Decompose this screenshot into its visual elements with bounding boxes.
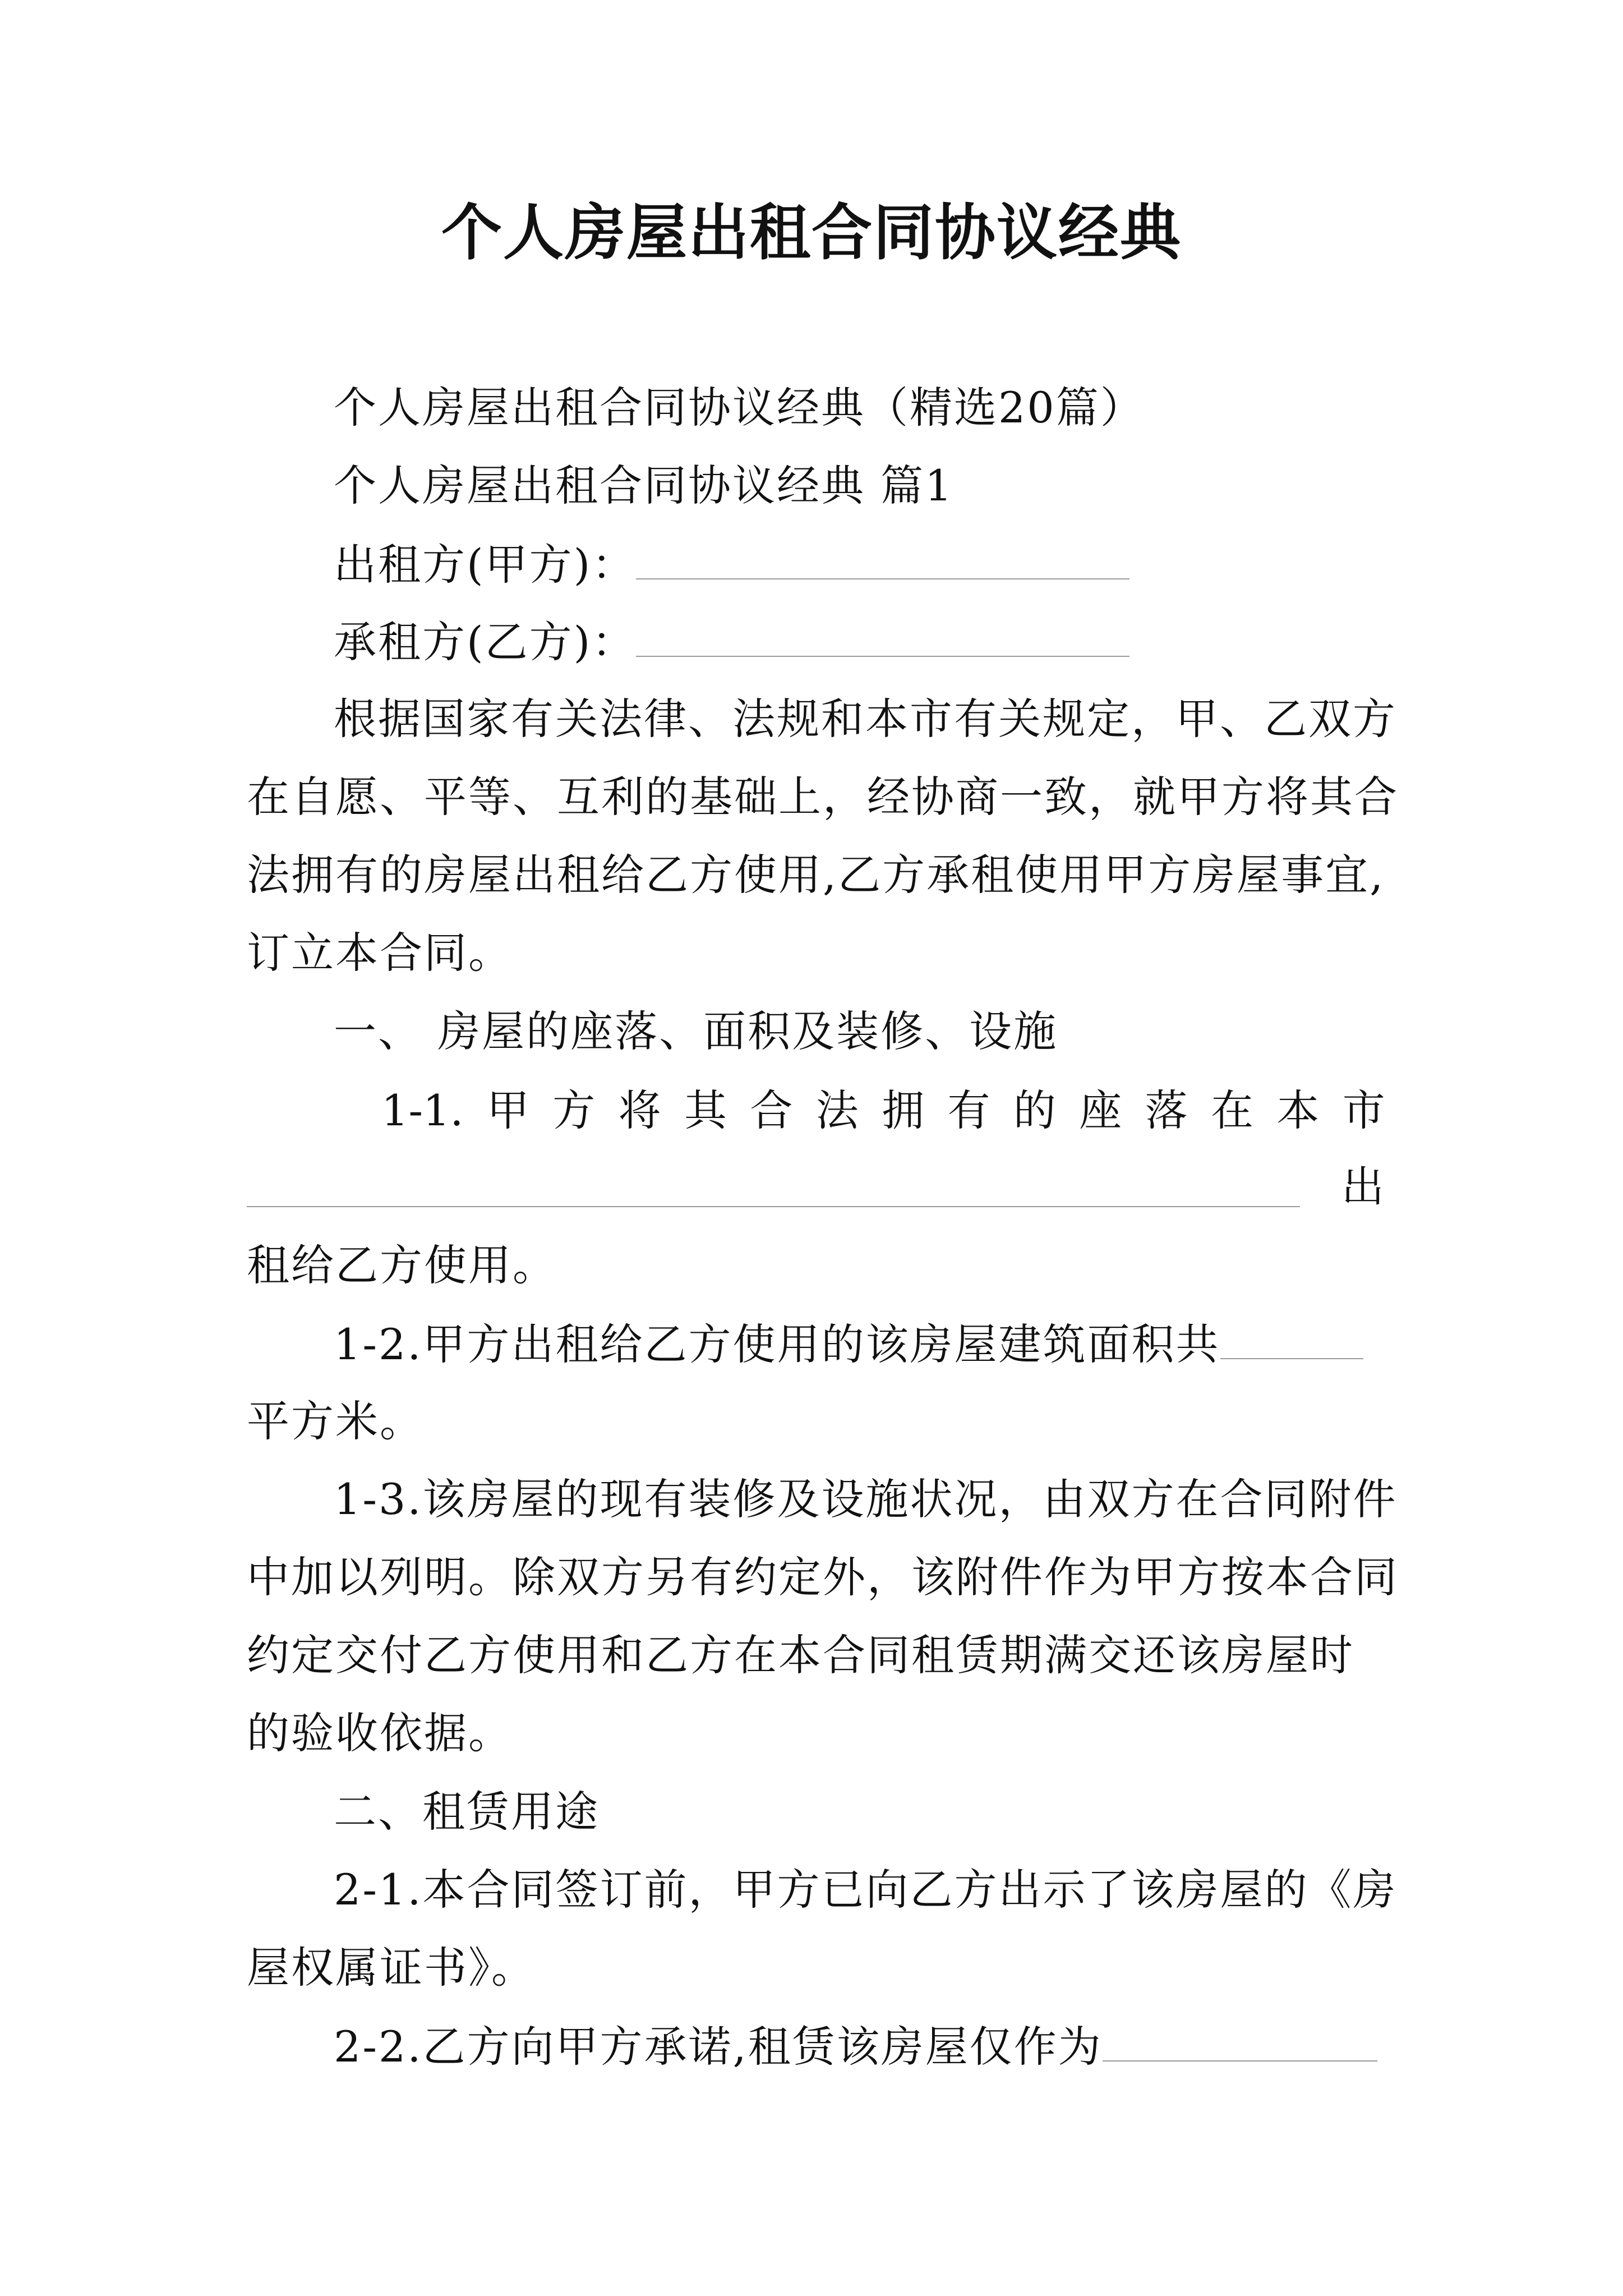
clause-1-1-char: 落 (1145, 1085, 1188, 1135)
section-1-heading: 一、 房屋的座落、面积及装修、设施 (334, 1006, 1058, 1056)
clause-1-1-char: 甲 (486, 1085, 529, 1135)
clause-1-1-char: 有 (947, 1085, 990, 1135)
intro-line-2: 在自愿、平等、互利的基础上，经协商一致，就甲方将其合 (247, 772, 1399, 822)
area-blank (1220, 1310, 1363, 1359)
clause-1-3-line-2: 中加以列明。除双方另有约定外，该附件作为甲方按本合同 (247, 1552, 1399, 1602)
subtitle: 个人房屋出租合同协议经典（精选20篇） (334, 383, 1145, 432)
clause-1-1-char: 方 (552, 1085, 596, 1135)
clause-1-3-line-3: 约定交付乙方使用和乙方在本合同租赁期满交还该房屋时 (247, 1630, 1354, 1680)
clause-1-1-char: 1-1. (381, 1085, 464, 1135)
lessor-blank (636, 530, 1129, 579)
clause-1-1-char: 在 (1211, 1085, 1254, 1135)
usage-blank (1103, 2012, 1377, 2062)
clause-1-2-text: 1-2.甲方出租给乙方使用的该房屋建筑面积共 (334, 1319, 1220, 1369)
clause-1-1-char: 拥 (882, 1085, 925, 1135)
intro-line-3: 法拥有的房屋出租给乙方使用,乙方承租使用甲方房屋事宜, (247, 850, 1385, 900)
lessee-blank (636, 608, 1129, 657)
clause-1-1-char: 合 (750, 1085, 793, 1135)
clause-1-2-line-2: 平方米。 (247, 1396, 424, 1446)
clause-1-1-char: 的 (1013, 1085, 1056, 1135)
clause-1-1-char: 座 (1079, 1085, 1122, 1135)
document-title: 个人房屋出租合同协议经典 (441, 197, 1182, 268)
clause-2-2-text: 2-2.乙方向甲方承诺,租赁该房屋仅作为 (334, 2022, 1103, 2072)
clause-1-1-line-2: 出 (1341, 1162, 1386, 1212)
clause-1-2-line-1 (334, 1310, 1363, 1378)
address-blank (247, 1206, 1300, 1207)
lessor-line (334, 530, 1129, 599)
clause-1-1-line-1 (381, 1077, 1385, 1144)
lessor-label: 出租方(甲方)： (334, 540, 637, 590)
clause-2-1-line-2: 屋权属证书》。 (247, 1943, 536, 1993)
lessee-label: 承租方(乙方)： (334, 617, 637, 667)
clause-1-3-line-1: 1-3.该房屋的现有装修及设施状况，由双方在合同附件 (334, 1474, 1398, 1524)
chapter-heading: 个人房屋出租合同协议经典 篇1 (334, 461, 954, 510)
clause-2-2-line-1 (334, 2012, 1377, 2081)
clause-1-1-char: 其 (684, 1085, 727, 1135)
clause-1-1-char: 市 (1342, 1085, 1385, 1135)
lessee-line (334, 608, 1129, 676)
clause-1-1-line-3: 租给乙方使用。 (247, 1240, 557, 1290)
intro-line-1: 根据国家有关法律、法规和本市有关规定，甲、乙双方 (334, 694, 1397, 744)
intro-line-4: 订立本合同。 (247, 928, 513, 978)
clause-1-3-line-4: 的验收依据。 (247, 1708, 513, 1758)
clause-1-1-char: 本 (1276, 1085, 1320, 1135)
clause-1-1-char: 法 (815, 1085, 859, 1135)
clause-2-1-line-1: 2-1.本合同签订前，甲方已向乙方出示了该房屋的《房 (334, 1865, 1398, 1915)
section-2-heading: 二、租赁用途 (334, 1787, 600, 1837)
clause-1-1-char: 将 (618, 1085, 661, 1135)
